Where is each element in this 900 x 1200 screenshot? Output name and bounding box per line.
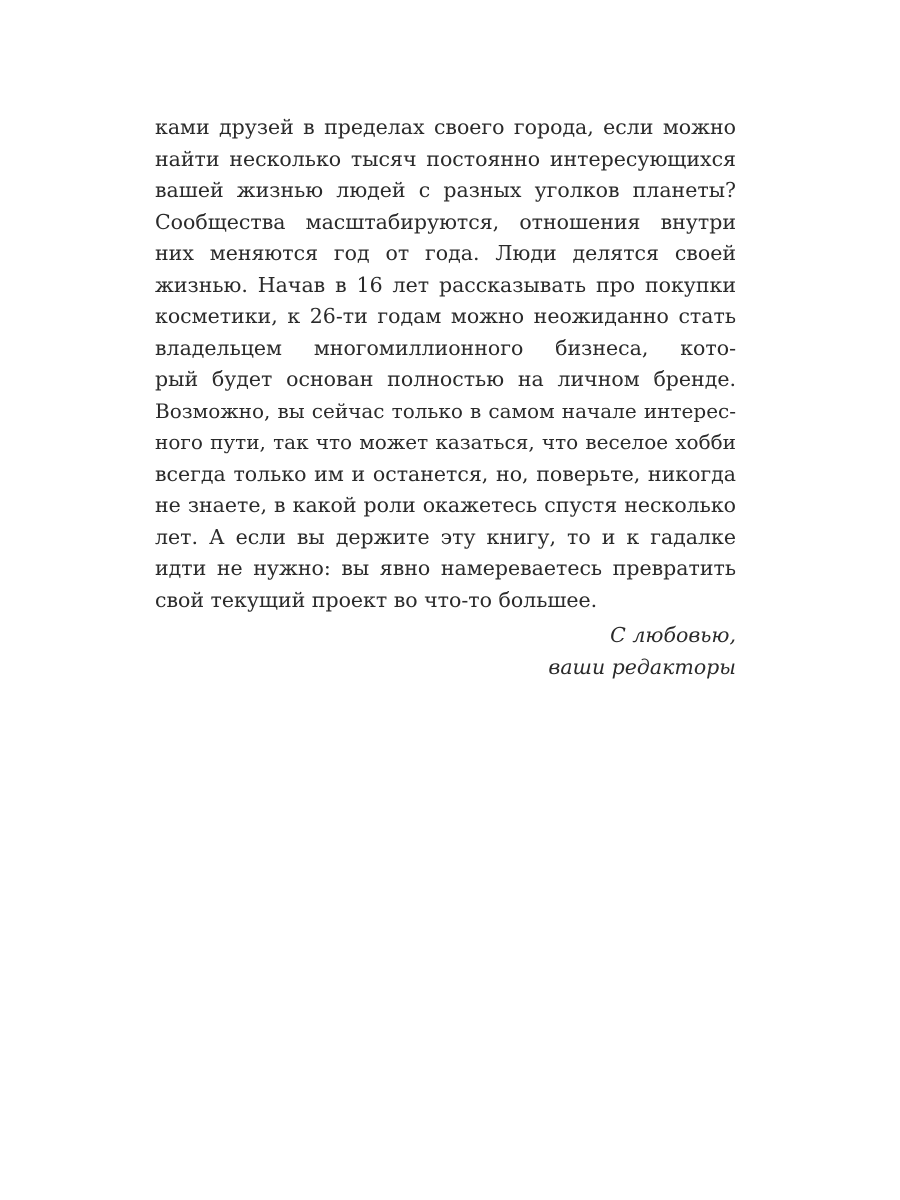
body-paragraph (155, 112, 736, 616)
signature (155, 619, 736, 683)
text-line: вашей жизнью людей с разных уголков планеты? (155, 178, 736, 202)
page-body (155, 112, 736, 683)
signature-closing: С любовью, (610, 623, 736, 647)
signature-author: ваши редакторы (548, 655, 736, 679)
text-line: Возможно, вы сейчас только в самом начале интерес- (155, 398, 736, 423)
text-line: идти не нужно: вы явно намереваетесь превратить (155, 556, 736, 580)
text-line: свой текущий проект во что-то большее. (155, 587, 598, 612)
text-line: ного пути, так что может казаться, что веселое хобби (155, 430, 736, 454)
text-line: всегда только им и останется, но, поверьте, никогда (155, 461, 736, 486)
text-line: косметики, к 26-ти годам можно неожиданно стать (155, 304, 736, 328)
text-line: владельцем многомиллионного бизнеса, кото- (155, 335, 736, 360)
text-line: найти несколько тысяч постоянно интересующихся (155, 146, 736, 171)
text-line: ками друзей в пределах своего города, если можно (155, 115, 736, 139)
text-line: рый будет основан полностью на личном бренде. (155, 367, 736, 391)
text-line: жизнью. Начав в 16 лет рассказывать про покупки (155, 272, 736, 297)
text-line: них меняются год от года. Люди делятся своей (155, 241, 736, 265)
text-line: Сообщества масштабируются, отношения внутри (155, 209, 736, 234)
text-line: не знаете, в какой роли окажетесь спустя несколько (155, 493, 736, 517)
text-line: лет. А если вы держите эту книгу, то и к гадалке (155, 524, 736, 549)
